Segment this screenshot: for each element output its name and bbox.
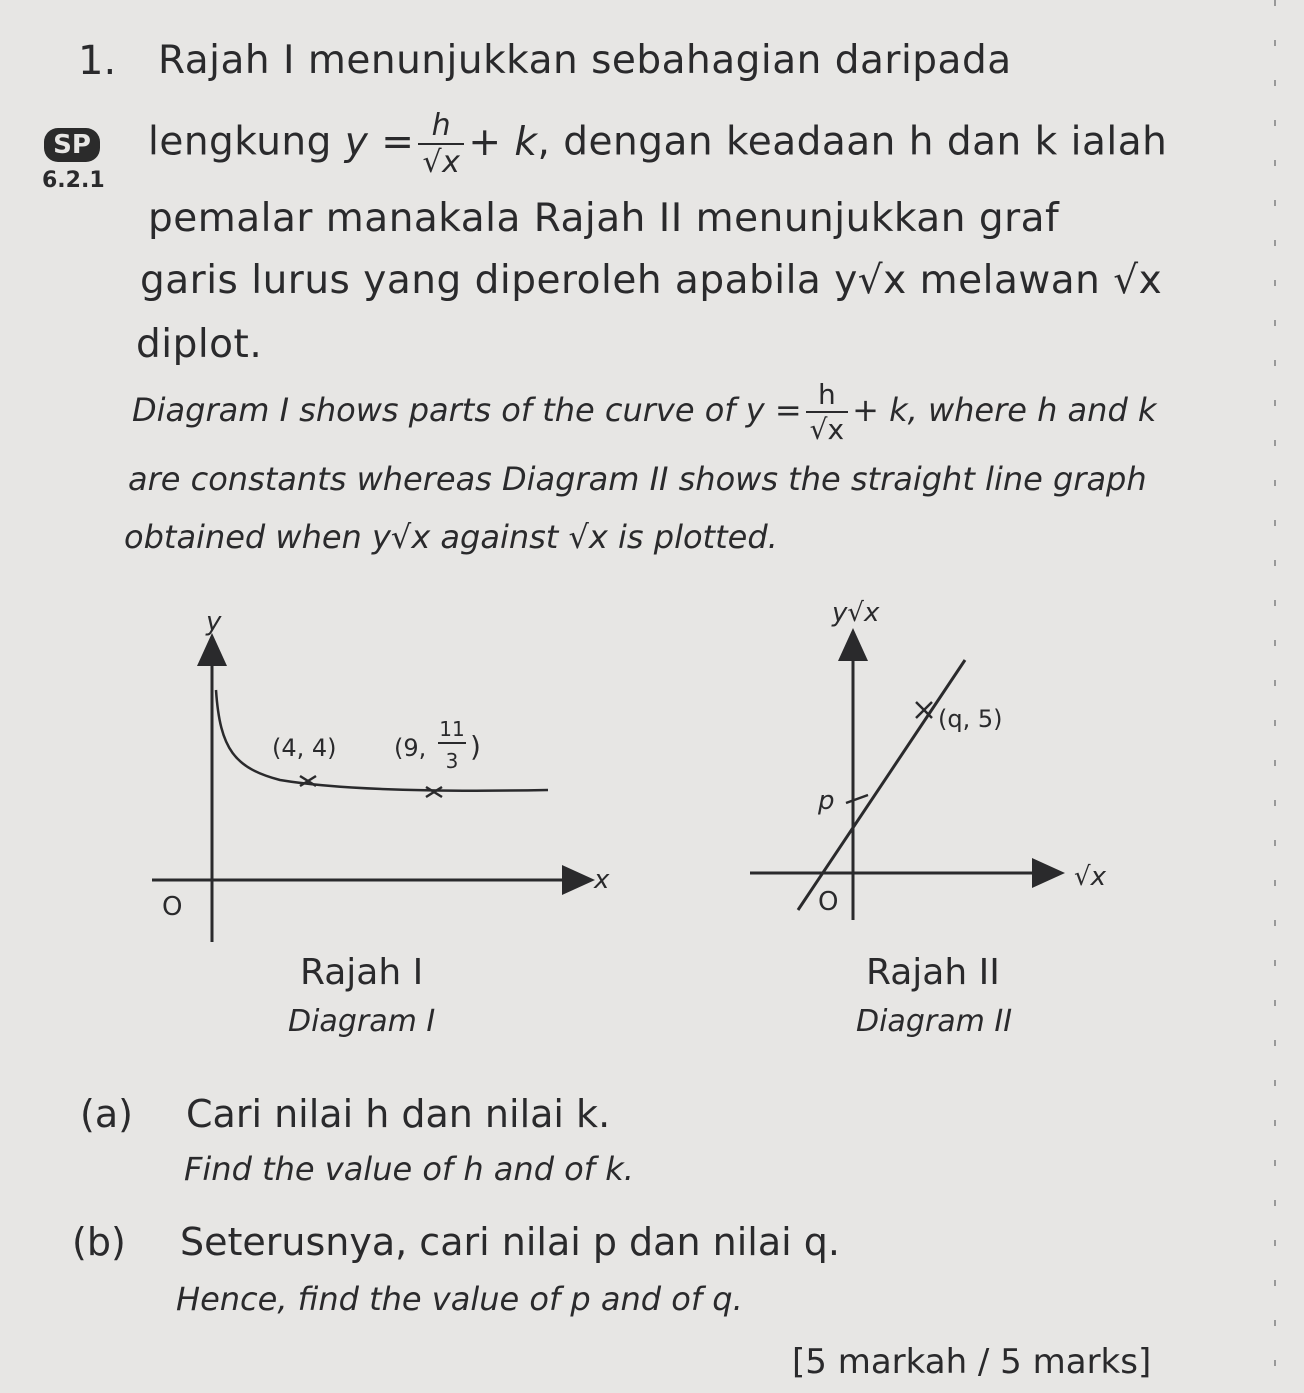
d1-point-2-marker xyxy=(426,787,442,797)
diagram-2-caption-english: Diagram II xyxy=(856,1004,1013,1039)
d2-x-label: √x xyxy=(1074,862,1106,892)
question-english-line-3: obtained when y√x against √x is plotted. xyxy=(124,518,778,556)
question-malay-line-3: pemalar manakala Rajah II menunjukkan graf xyxy=(148,196,1060,241)
equation-numerator-en: h xyxy=(806,378,848,413)
equation-malay xyxy=(344,108,538,180)
question-malay-line-5: diplot. xyxy=(136,322,263,367)
part-a-label: (a) xyxy=(80,1092,133,1136)
d1-point-2-suffix: ) xyxy=(470,730,481,763)
question-malay-line-4: garis lurus yang diperoleh apabila y√x melawan √x xyxy=(140,258,1163,303)
d1-curve xyxy=(216,690,548,791)
malay-text-lengkung: lengkung xyxy=(148,119,332,165)
part-b-english: Hence, find the value of p and of q. xyxy=(176,1280,743,1318)
sp-badge: SP xyxy=(44,128,100,162)
question-english-line-1 xyxy=(132,378,1156,446)
equation-denominator: √x xyxy=(422,145,461,180)
d1-point-2-prefix: (9, xyxy=(394,734,427,762)
part-a-malay: Cari nilai h dan nilai k. xyxy=(186,1092,611,1136)
equation-lhs-en: y = xyxy=(745,391,802,429)
diagram-1-caption-english: Diagram I xyxy=(288,1004,436,1039)
diagram-1-caption-malay: Rajah I xyxy=(300,952,424,993)
diagram-2 xyxy=(740,585,1140,925)
equation-denominator-en: √x xyxy=(809,413,845,446)
d1-point-2-numerator: 11 xyxy=(439,717,465,741)
page-edge-divider xyxy=(1274,0,1276,1393)
diagram-2-caption-malay: Rajah II xyxy=(866,952,1000,993)
equation-rhs-en: + k xyxy=(852,391,908,429)
equation-rhs: + k xyxy=(468,119,538,165)
equation-numerator: h xyxy=(418,108,464,145)
sp-code: 6.2.1 xyxy=(42,168,105,193)
diagram-1 xyxy=(140,590,620,950)
d2-origin-label: O xyxy=(818,887,839,917)
english-text-where: , where h and k xyxy=(907,391,1157,429)
d2-intercept-tick xyxy=(846,795,868,803)
equation-lhs: y = xyxy=(344,119,415,165)
d2-point-label: (q, 5) xyxy=(938,705,1003,733)
d2-point-marker xyxy=(916,702,932,718)
d1-x-label: x xyxy=(594,865,610,895)
english-text-diagram: Diagram I shows parts of the curve of xyxy=(132,391,736,429)
d1-point-2-denominator: 3 xyxy=(445,749,459,773)
d2-intercept-label: p xyxy=(818,786,835,816)
d1-point-1-label: (4, 4) xyxy=(272,734,337,762)
question-malay-line-1: Rajah I menunjukkan sebahagian daripada xyxy=(158,38,1012,83)
equation-english xyxy=(745,378,908,446)
question-english-line-2: are constants whereas Diagram II shows the straight line graph xyxy=(128,460,1147,498)
malay-text-keadaan: , dengan keadaan h dan k ialah xyxy=(537,119,1168,165)
d1-y-label: y xyxy=(206,607,222,637)
question-number: 1. xyxy=(78,38,117,84)
part-b-malay: Seterusnya, cari nilai p dan nilai q. xyxy=(180,1220,840,1264)
d1-origin-label: O xyxy=(162,892,183,922)
question-malay-line-2 xyxy=(148,108,1167,180)
d2-y-label: y√x xyxy=(832,598,880,628)
part-a-english: Find the value of h and of k. xyxy=(184,1150,634,1188)
marks-label: [5 markah / 5 marks] xyxy=(792,1342,1152,1382)
part-b-label: (b) xyxy=(72,1220,126,1264)
